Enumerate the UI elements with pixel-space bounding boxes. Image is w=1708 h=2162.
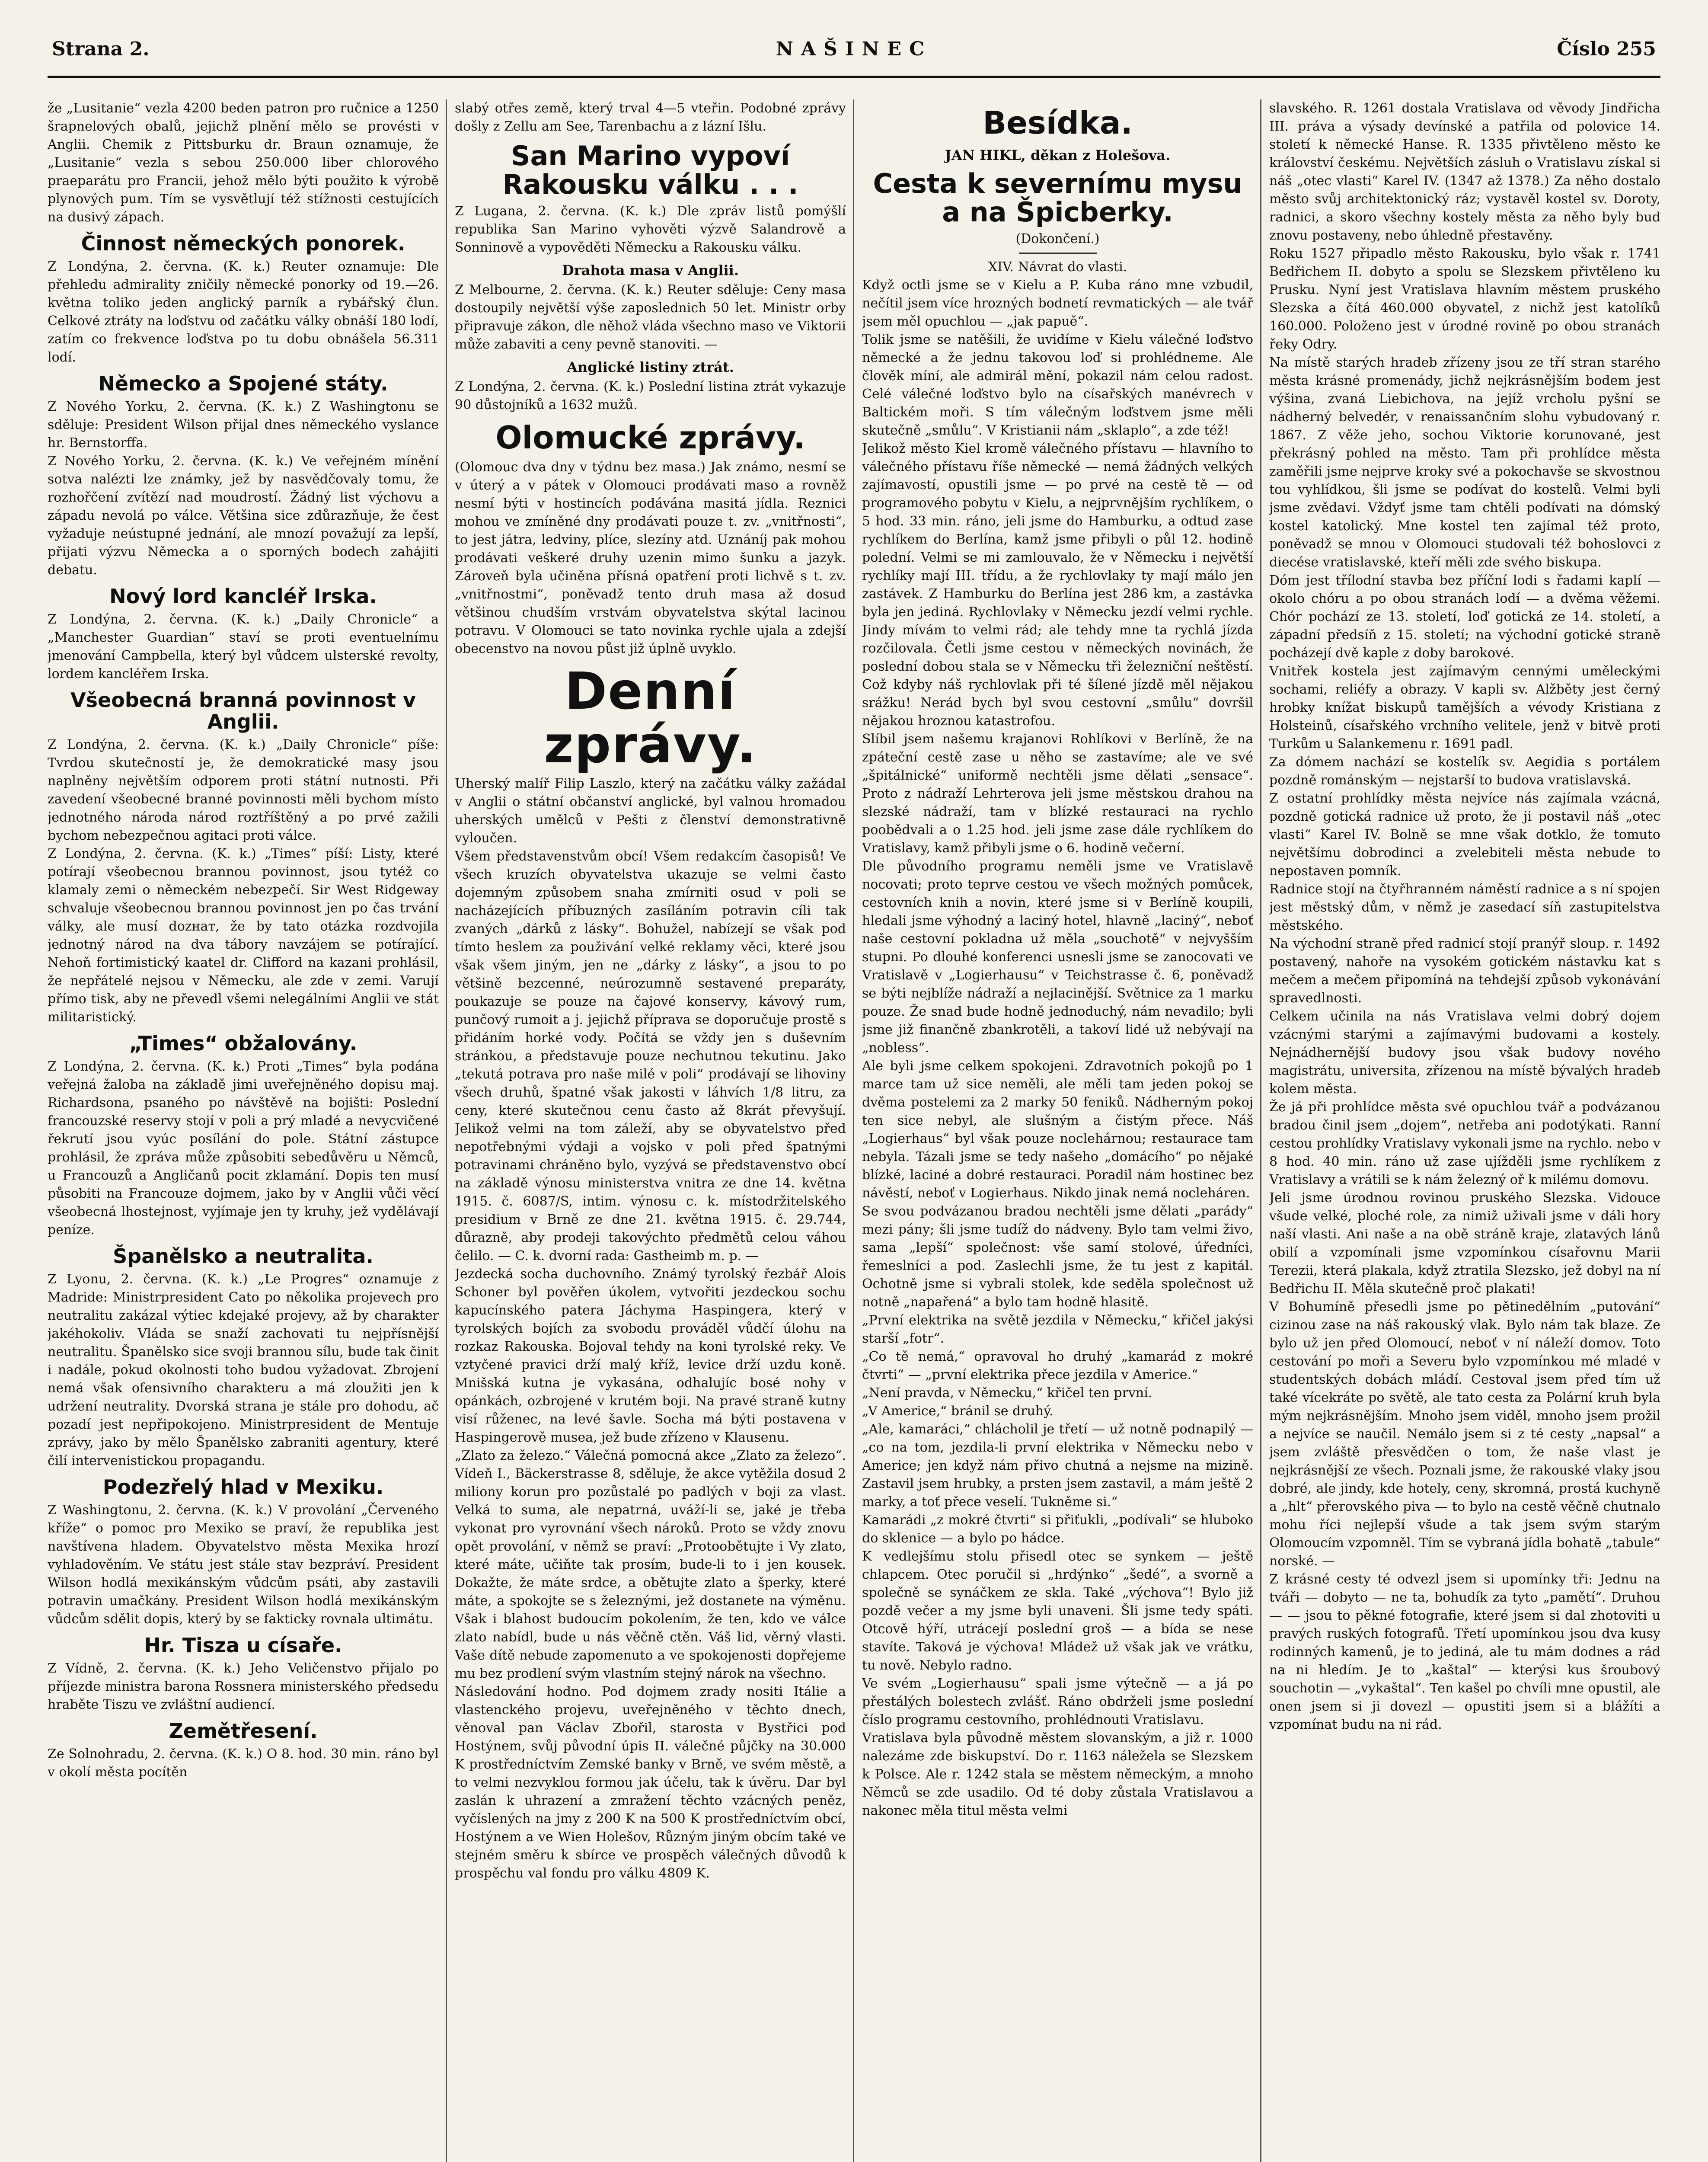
article-text: že „Lusitanie“ vezla 4200 beden patron pro ručnice a 1250 šrapnelových obalů, jejichž plnění mělo se provésti v Anglii. Chemik z Pittsburku dr. Braun oznamuje, že „Lusitanie“ vezla s sebou 250.000 liber chlorového praeparátu pro Francii, jehož mělo býti použito k výrobě plynových pum. Tím se vysvětlují též stížnosti cestujících na dusivý zápach. [48,101,439,225]
column-divider [1260,99,1261,2162]
article-text: Se svou podvázanou bradou nechtěli jsme dělati „parády“ mezi pány; šli jsme tudíž do nádveny. Bylo tam velmi živo, sama „lepší“ společnost: vše samí stolové, úředníci, řemeslníci a pod. Zaslechli jsme, že tu jest z kapitál. Ochotně jsme si vybrali stolek, kde seděla společnost už notně „napařená“ a bylo tam hodně hlasitě. [862,1204,1253,1310]
article-text: „Není pravda, v Německu,“ křičel ten první. [862,1385,1153,1401]
issue-number: Číslo 255 [1557,38,1656,60]
article-text: (Olomouc dva dny v týdnu bez masa.) Jak známo, nesmí se v úterý a v pátek v Olomouci prodávati maso a rovněž nesmí býti v hostincích podávána masitá jídla. Reznici mohou ve zmíněné dny prodávati pouze t. zv. „vnitřnosti“, to jest játra, ledviny, plíce, slezíny atd. Uznáníj pak mohou prodávati veškeré druhy uzenin mimo šunku a jazyk. Zároveň byla učiněna přísná opatření proti lichvě s t. zv. „vnitřnostmi“, poněvadž tento druh masa až dosud většinou chudším vrstvám obyvatelstva skýtal lacinou potravu. V Olomouci se tato novinka rychle ujala a zdejší obecenstvo na novou půst již úplně uvyklo. [455,460,846,656]
article-text: Všem představenstvům obcí! Všem redakcím časopisů! Ve všech kruzích obyvatelstva ukazuje se velmi často dojemným způsobem snaha zmírniti osud v poli se nacházejících příbuzných zasíláním potravin cíli tak zvaných „dárků z lásky“. Bohužel, nabízejí se však pod tímto heslem za použivání velké reklamy věci, které jsou však všem jiným, jen ne „dárky z lásky“, a jsou to po většině bezcenné, neúrozumně sestavené preparáty, poukazuje se pouze na čajové konservy, kávový rum, punčový rumoit a j. jejichž příprava se doporučuje prostě s přidáním horké vody. Počítá se vždy jen s duševním stránkou, a představuje pouze nechutnou tekutinu. Jako „tekutá potrava pro naše milé v poli“ prodávají se lihoviny všech druhů, špatné však jakosti v láhvích 1/8 litru, za ceny, které skutečnou cenu často až 8krát převyšují. Jelikož velmi na tom záleží, aby se obyvatelstvo před nepotřebnými výdaji a vojsko v poli před špatnými potravinami chráněno bylo, vyzývá se představenstvo obcí na základě výnosu ministerstva vnitra ze dne 14. května 1915. č. 6087/S, intim. výnosu c. k. místodržitelského presidium v Brně ze dne 21. května 1915. č. 29.744, důrazně, aby prodeji takovýchto předmětů celou váhou čelilo. — C. k. dvorní rada: Gastheimb m. p. — [455,849,846,1263]
article-text: Na východní straně před radnicí stojí pranýř sloup. r. 1492 postavený, nahoře na vysokém gotickém nástavku kat s mečem a mečem připomíná na tehdejší způsob vykonávání spravedlnosti. [1269,936,1660,1006]
section-headline: Denní zprávy. [544,661,757,774]
article-text: Z Londýna, 2. června. (K. k.) „Daily Chronicle“ a „Manchester Guardian“ staví se proti eventuelnímu jmenování Campbella, který byl vůdcem ulsterské revolty, lordem kancléřem Irska. [48,612,439,681]
article-text: Když octli jsme se v Kielu a P. Kuba ráno mne vzbudil, nečítil jsem více hrozných bodnetí revmatických — ale tvář jsem měl opuchlou — „jak papuě“. [862,278,1253,329]
article-text: Že já při prohlídce města své opuchlou tvář a podvázanou bradou činil jsem „dojem“, netřeba ani podotýkati. Ranní cestou prohlídky Vratislavy vykonali jsme na rychlo. nebo v 8 hod. 40 min. ráno už zase ujížděli jsme rychlíkem z Vratislavy a vrátili se k nám železný oř k milému domovu. [1269,1100,1660,1187]
article-text: Slíbil jsem našemu krajanovi Rohlíkovi v Berlíně, že na zpáteční cestě zase u něho se zastavíme; ale ve své „špitálnické“ uniformě nechtěli jsme dělati „sensace“. Proto z nádraží Lehrterova jeli jsme městskou drahou na slezské nádraží, tam v blízké restauraci na rychlo poobědvali a o 1.25 hod. jeli jsme zase dále rychlíkem do Vratislavy, kamž přibyli jsme o 6. hodině večerní. [862,732,1253,856]
article-text: „Ale, kamaráci,“ chlácholil je třetí — už notně podnapilý — „co na tom, jezdila-li první elektrika v Německu nebo v Americe; jen když nám přivo chutná a nejsme na mizině. Zastavil jsem hrubky, a prsten jsem zastavil, a mám ještě 2 marky, a toť přece veselí. Tukněme si.“ [862,1422,1253,1510]
article-text: Radnice stojí na čtyřhranném náměstí radnice a s ní spojen jest městský dům, v němž je zasedací síň zastupitelstva městského. [1269,882,1660,933]
article-text: Z krásné cesty té odvezl jsem si upomínky tři: Jednu na tváři — dobyto — ne ta, bohudík za tyto „pamětí“. Druhou — — jsou to pěkné fotografie, které jsem si dal zhotoviti u pravých ruských fotografů. Třetí upomínkou jsou dva kusy rodinných kamenů, je to jediná, ale tu mám dodnes a rád na ni hledím. Je to „kaštal“ — kterýsi kus šroubový souchotin — „vykaštal“. Ten kašel po chvíli mne opustil, ale onen jsem si ji dovezl — opustiti jsem si a blážíti a vzpomínat budu na ni rád. [1269,1572,1660,1732]
article-text: Následování hodno. Pod dojmem zrady nositi Itálie a vlastenckého projevu, uveřejněného v těchto dnech, věnoval pan Václav Zbořil, starosta v Bystřici pod Hostýnem, svůj původní úpis II. válečné půjčky na 30.000 K prostředníctvím Zemské banky v Brně, ve svém městě, a to velmi nezvyklou formou jak účelu, tak k úvěru. Dar byl zaslán k uhrazení a zmražení těchto vzácných peněz, vyčíslených na jmy z 200 K na 500 K prostředníctvím obcí, Hostýnem a ve Wien Holešov, Různým jiným obcím také ve stejném směru k sbírce ve prospěch válečných důvodů k prospěchu val fondu pro válku 4809 K. [455,1684,846,1881]
column-2 [455,99,846,2162]
chapter-title: XIV. Návrat do vlasti. [988,259,1127,275]
article-text: Jeli jsme úrodnou rovinou pruského Slezska. Vidouce všude velké, ploché role, za nimiž uživali jsme v dáli hory naší vlasti. Ani naše a na obě stráně kraje, zlatavých lánů obilí a vzpomínali jsme vzpomínkou císařovnu Marii Terezii, která plakala, když ztratila Slezsko, jež dobyl na ní Bedřichu II. Měla skutečně proč plakati! [1269,1190,1660,1296]
article-headline: Německo a Spojené státy. [98,372,388,395]
article-text: Jelikož město Kiel kromě válečného přístavu — hlavního to válečného přístavu říše německé — nemá žádných velkých zajímavostí, opustili jsme — po prvé na cestě tě — od programového pobytu v Kielu, a nejprvnějším rychlíkem, o 5 hod. 33 min. ráno, jeli jsme do Hamburku, a odtud zase rychlíkem do Berlína, kamž jsme přibyli o půl 12. hodině polední. Velmi se mi zamlouvalo, že v Německu i největší rychlíky mají III. třídu, a že rychlovlaky ty mají málo jen zastávek. Z Hamburku do Berlína jest 286 km, a zastávka byla jen jediná. Rychlovlaky v Německu jezdí velmi rychle. Jindy mívám to velmi rád; ale tehdy mne ta rychlá jízda rozčilovala. Četli jsme cestou v německých novinách, že poslední dobou stala se v Německu tři železniční neštěstí. Což kdyby náš rychlovlak při té šílené jízdě měl nějakou srážku! Nerád bych byl svou cestovní „smůlu“ dovršil nějakou hroznou katastrofou. [862,441,1253,729]
article-text: Z Washingtonu, 2. června. (K. k.) V provolání „Červeného kříže“ o pomoc pro Mexiko se praví, že republika jest navštívena hladem. Obyvatelstvo města Mexika hrozí vyhladověním. Ve státu jest stále stav bezpráví. President Wilson hodlá mexikánským vůdcům psáti, aby zastavili potravin umačkány. President Wilson hodlá mexikánským vůdcům sdělit dopis, který by se fakticky rovnala ultimátu. [48,1503,439,1627]
article-text: Z Londýna, 2. června. (K. k.) Reuter oznamuje: Dle přehledu admirality zničily německé ponorky od 19.—26. května toliko jeden anglický parník a rybářský člun. Celkové ztráty na loďstvu od začátku války obnáší 180 lodí, zatím co frekvence loďstva po tu dobu obnášela 56.311 lodí. [48,259,439,365]
article-headline: Všeobecná branná povinnost v Anglii. [70,688,416,733]
page-number: Strana 2. [52,38,150,60]
article-text: Z Melbourne, 2. června. (K. k.) Reuter sděluje: Ceny masa dostoupily největší výše zaposlednich 50 let. Ministr orby připravuje zákon, dle něhož vláda všechno maso ve Viktorii může zabaviti a ceny pevně stanoviti. — [455,282,846,352]
article-text: V Bohumíně přesedli jsme po pětinedělním „putování“ cizinou zase na náš rakouský vlak. Bylo nám tak blaze. Ze bylo už jen před Olomoucí, neboť v ní náleží domov. Toto cestování po moři a Severu bylo vzpomínkou mé mladé v studentských dobách mládí. Cestoval jsem před tím už také vícekráte po světě, ale tato cesta za Polární kruh byla mým nejkrásnějším. Mnoho jsem viděl, mnoho jsem prožil a nejvíce se naučil. Nemálo jsem si z té cesty „napsal“ a jsem zvláště přesvědčen o tom, že naše vlast je nejkrásnější ze všech. Poznali jsme, že rakouské vlaky jsou dobré, ale jindy, kde hotely, ceny, skromná, prostá kuchyně a „hlt“ přerovského piva — to bylo na cestě věčně chutnalo mohu říci nejlepší všude a tak jsem svým starým Olomoucím vzpomněl. Tím se vybraná jídla bohatě „tabule“ norské. — [1269,1299,1660,1569]
article-headline: Španělsko a neutralita. [113,1244,374,1268]
article-text: Z Londýna, 2. června. (K. k.) Proti „Times“ byla podána veřejná žaloba na základě jimi uveřejněného dopisu maj. Richardsona, psaného po návštěvě na bojišti: Poslední francouzské reservy stojí v poli a prý mladé a nevycvičené řekrutí jsou vyúc posílání do pole. Státní zástupce prohlásil, že zpráva může způsobiti sebedůvěru u Němců, u Francouzů a Angličanů pocit zklamání. Dopis ten musí působiti na Francouze dojmem, jako by v Anglii vůči věcí všeobecná lhostejnost, vyjímaje jen ty kruhy, jež vydělávají peníze. [48,1059,439,1238]
column-4 [1269,99,1660,2162]
article-headline: Podezřelý hlad v Mexiku. [102,1475,384,1499]
article-text: Roku 1527 připadlo město Rakousku, bylo však r. 1741 Bedřichem II. dobyto a spolu se Slezskem přivtěleno ku Prusku. Nyní jest Vratislava hlavním městem pruského Slezska a čítá 460.000 obyvatel, z nichž jest katolíků 160.000. Položeno jest v úrodné rovině po obou stranách řeky Odry. [1269,246,1660,352]
article-headline: Zemětřesení. [169,1719,318,1743]
newspaper-page [48,30,1660,2162]
article-headline: Cesta k severnímu mysu a na Špicberky. [873,168,1242,228]
article-text: Z Vídně, 2. června. (K. k.) Jeho Veličenstvo přijalo po příjezde ministra barona Rossnera ministerského předsedu hraběte Tiszu ve zvláštní audiencí. [48,1661,439,1712]
continuation-note: (Dokončení.) [1015,231,1100,246]
column-divider [853,99,854,2162]
article-text: „První elektrika na světě jezdila v Německu,“ křičel jakýsi starší „fotr“. [862,1313,1253,1346]
article-author: JAN HIKL, děkan z Holešova. [945,147,1171,163]
article-text: Celkem učinila na nás Vratislava velmi dobrý dojem vzácnými starými a zajímavými budovami a kostely. Nejnádhernější budovy jsou však budovy nového magistrátu, universita, zřízenou na místě bývalých hradeb kolem města. [1269,1009,1660,1097]
article-text: „V Americe,“ bránil se druhý. [862,1404,1054,1419]
article-text: Z ostatní prohlídky města nejvíce nás zajímala vzácná, pozdně gotická radnice už proto, že ji postavil náš „otec vlasti“ Karel IV. Bolně se mne však dotklo, že tomuto největšímu dobrodinci a zvelebiteli města nebude to nepostaven pomník. [1269,791,1660,879]
article-text: Kamarádi „z mokré čtvrti“ si přiťukli, „podívali“ se hluboko do sklenice — a bylo po hádce. [862,1513,1253,1546]
article-text: Vratislava byla původně městem slovanským, a již r. 1000 nalezáme zde biskupství. Do r. 1163 náležela se Slezskem k Polsce. Ale r. 1242 stala se městem německým, a mnoho Němců se zde usadilo. Od té doby zůstala Vratislavou a nakonec měla titul města velmi [862,1730,1253,1818]
masthead-title: NAŠINEC [776,38,932,60]
article-headline: Nový lord kancléř Irska. [109,585,377,608]
article-text: Vnitřek kostela jest zajímavým cennými uměleckými sochami, reliéfy a obrazy. V kapli sv. Alžběty jest černý hrobky knížat biskupů tamějších a vévody Kristiana z Holsteinů, císařského vrchního velitele, jenž v bitvě proti Turkům u Salankemenu r. 1691 padl. [1269,664,1660,752]
article-text: Z Lyonu, 2. června. (K. k.) „Le Progres“ oznamuje z Madride: Ministrpresident Cato po několika projevech pro neutralitu zakázal výtiec kdejaké projevy, až by charakter jakéhokoliv. Vláda se snaží zachovati tu nejpřísnější neutralitu. Španělsko sice svoji brannou sílu, bude tak činit i nadále, pokud okolnosti toho budou vyžadovat. Zbrojení nemá však ofensivního charakteru a má zloužiti jen k udržení neutrality. Dvorská strana je stále pro dohodu, ač pozadí jest nepřipokojeno. Ministrpresident de Mentuje zprávy, jako by mělo Španělsko zabraniti agentury, které čilí intervenistickou propagandu. [48,1272,439,1468]
article-text: Tolik jsme se natěšili, že uvidíme v Kielu válečné loďstvo německé a že jednu takovou loď si prohlédneme. Ale člověk míní, ale admirál mění, pokazil nám celou radost. Celé válečné loďstvo bylo na císařských manévrech v Baltickém moři. S tím válečným loďstvem jsme měli skutečně „smůlu“. V Kristianii nám „sklaplo“, a zde též! [862,332,1253,438]
article-text: slabý otřes země, který trval 4—5 vteřin. Podobné zprávy došly z Zellu am See, Tarenbachu a z lázní Išlu. [455,101,846,134]
article-text: Za dómem nachází se kostelík sv. Aegidia s portálem pozdně románským — nejstarší to budova vratislavská. [1269,755,1660,788]
article-text: „Zlato za železo.“ Válečná pomocná akce „Zlato za železo“. Vídeň I., Bäckerstrasse 8, sděluje, že akce vytěžila dosud 2 miliony korun pro pozůstalé po padlých v boji za vlast. Velká to suma, ale nepatrná, uváží-li se, jaké je třeba vykonat pro vyrovnání všech nároků. Proto se vždy znovu opět provolání, v němž se praví: „Protoobětujte i Vy zlato, které máte, učiňte tak prosím, bude-li to i jen kousek. Dokažte, že máte srdce, a obětujte zlato a šperky, které máte, a spokojte se s železnými, jež dostanete na výměnu. Však i blahost budoucím pokolením, že ten, kdo ve válce zlato nabídl, bude u nás věčně ctěn. Váš lid, věrný vlasti. Vaše dítě nebude zapomenuto a ve spokojenosti dopřejeme mu bez prodlení svým vlastním stejný nárok na všechno. [455,1448,846,1681]
column-3 [862,99,1253,2162]
article-text: Dle původního programu neměli jsme ve Vratislavě nocovati; proto teprve cestou ve všech možných pomůcek, cestovních knih a novin, které jsme si v Berlíně koupili, hledali jsme výhodný a laciný hotel, hlavně „laciný“, neboť naše cestovní pokladna už měla „souchotě“ v nejvyšším stupni. Po dlouhé konferenci usnesli jsme se zanocovati ve Vratislavě v „Logierhausu“ v Teichstrasse č. 6, poněvadž se býti nejblíže nádraží a nejlacinější. Světnice za 1 marku pouze. Že snad bude hodně jednoduchý, nám nevadilo; byli jsme již finančně zbankrotěli, a takoví lidé už nebývají na „nobless“. [862,859,1253,1055]
article-text: slavského. R. 1261 dostala Vratislava od věvody Jindřicha III. práva a výsady devínské a patřila od polovice 14. století k německé Hanse. R. 1335 přivtěleno město ke království českému. Největších zásluh o Vratislavu získal si náš „otec vlasti“ Karel IV. (1347 až 1378.) Za něho dostalo město svůj architektonický ráz; vystavěl kostel sv. Doroty, radnici, a skoro všechny kostely města za něho byly buď znovu postaveny, nebo úhledně přestavěny. [1269,101,1660,243]
article-text: Z Nového Yorku, 2. června. (K. k.) Ve veřejném mínění sotva nalézti lze známky, jež by nasvědčovaly tomu, že rozhořčení zvítězí nad moudrostí. Žádný list výchovu a západu nevolá po válce. Většina sice zdůrazňuje, že čest vyžaduje neústupné jednání, ale mnozí považují za lepší, přijati výzvu Německa a o sporných bodech zahájiti debatu. [48,454,439,578]
article-subheadline: Anglické listiny ztrát. [567,359,734,375]
article-text: Ze Solnohradu, 2. června. (K. k.) O 8. hod. 30 min. ráno byl v okolí města pocítěn [48,1746,439,1780]
article-text: K vedlejšímu stolu přisedl otec se synkem — ještě chlapcem. Otec poručil si „hrdýnko“ „šedé“, a svorně a společně se synáčkem ze skla. Také „výchova“! Bylo již pozdě večer a my jsme byli unaveni. Šli jsme tedy spáti. Otcově hýří, utrácejí poslední groš — a bída se nese stavíte. Taková je výchova! Mládež už však jak ve vrátku, tu nově. Nebylo radno. [862,1549,1253,1673]
article-text: Uherský malíř Filip Laszlo, který na začátku války zažádal v Anglii o státní občanství anglické, byl valnou hromadou uherských umělců v Pešti z členství demonstrativně vyloučen. [455,776,846,846]
article-text: Z Lugana, 2. června. (K. k.) Dle zpráv listů pomýšlí republika San Marino vyhověti výzvě Salandrově a Sonninově a vypověděti Německu a Rakousku válku. [455,204,846,255]
short-rule [1019,253,1097,254]
article-text: Na místě starých hradeb zřízeny jsou ze tří stran starého města krásné promenády, jichž nejkrásnějším bodem jest výšina, zvaná Liebichova, na jejíž vrcholu pyšní se nádherný belvedér, v renaissančním slohu vybudovaný r. 1867. Z věže jeho, sochou Viktorie korunované, jest překrásný pohled na město. Tam při prohlídce města zaměřili jsme nejprve kroky své a pokochavše se skvostnou tou vyhlídkou, šli jsme se podívat do kostelů. Velmi byli jsme zvědavi. Vždyť jsme tam chtěli podívati na dómský kostel katolický. Mne kostel ten zajímal též proto, poněvadž se mnou v Olomouci studovali též bohoslovci z diecése vratislavské, kteří měli zde svého biskupa. [1269,355,1660,570]
article-text: Dóm jest třílodní stavba bez příční lodi s řadami kaplí — okolo chóru a po obou stranách lodí — a dvěma věžemi. Chór pochází ze 13. století, loď gotická ze 14. století, a západní předsíň z 15. století; na východní gotické straně pocházejí dvě kaple z doby barokové. [1269,573,1660,661]
article-text: Z Londýna, 2. června. (K. k.) „Daily Chronicle“ píše: Tvrdou skutečností je, že demokratické masy jsou naplněny největším odporem proti státní nutnosti. Při zavedení všeobecné branné povinnosti měli bychom místo jednotného národa národ roztříštěný a po prvé zažili bychom nebezpečnou agitaci proti válce. [48,737,439,843]
column-divider [446,99,447,2162]
article-subheadline: Drahota masa v Anglii. [562,262,739,278]
column-1 [48,99,439,2162]
section-headline: Besídka. [983,105,1133,141]
section-headline: Olomucké zprávy. [495,419,805,456]
article-text: Ve svém „Logierhausu“ spali jsme výtečně — a já po přestálých bolestech zvlášť. Ráno obdrželi jsme poslední číslo programu cestovního, prohlédnouti Vratislavu. [862,1676,1253,1727]
running-head [48,30,1660,78]
article-headline: Hr. Tisza u císaře. [144,1634,342,1657]
article-text: Jezdecká socha duchovního. Známý tyrolský řezbář Alois Schoner byl pověřen úkolem, vytvořiti jezdeckou sochu kapucínského patera Jáchyma Haspingera, který v tyrolských bojích za svobodu prováděl vůdčí úlohu na rozkaz Rakouska. Bojoval tehdy na koni tyrolské reky. Ve vztyčené pravici drží malý kříž, levice drží uzdu koně. Mnišská kutna je vykasána, odhalujíc bosé nohy v opánkách, ozbrojené v krutém boji. Na pravé straně kutny visí růženec, na levé šavle. Socha má býti postavena v Haspingerově musea, jež bude zřízeno v Klausenu. [455,1266,846,1445]
article-text: „Co tě nemá,“ opravoval ho druhý „kamarád z mokré čtvrti“ — „první elektrika přece jezdila v Americe.“ [862,1349,1253,1382]
article-text: Z Londýna, 2. června. (K. k.) Poslední listina ztrát vykazuje 90 důstojníků a 1632 mužů. [455,379,846,413]
article-headline: San Marino vypoví Rakousku válku . . . [502,140,798,200]
article-text: Z Londýna, 2. června. (K. k.) „Times“ píší: Listy, které potírají všeobecnou brannou povinnost, jsou tytéž co klamaly zemi o německém nebezpečí. Sir West Ridgeway schvaluje všeobecnou brannou povinnost jen po čas trvání války, ale musí dozнат, že by tato otázka rozdvojila jednotný národ na dva tábory navzájem se potírající. Nehoň fortimistický kaatel dr. Clifford na kazani prohlásil, že nepřátelé nejsou v Německu, ale zde v zemi. Varují přímo tisk, aby ne převedl všemi nelegálními Anglii ve stát militaristický. [48,846,439,1025]
article-text: Ale byli jsme celkem spokojeni. Zdravotních pokojů po 1 marce tam už sice neměli, ale měli tam jeden pokoj se dvěma postelemi za 2 marky 50 feniků. Nádherným pokoj ten sice nebyl, ale slušným a čistým přece. Náš „Logierhaus“ byl však pouze noclehárnou; restaurace tam nebyla. Tázali jsme se tedy našeho „domácího“ po nějaké blízké, laciné a dobré restauraci. Poradil nám hostinec bez návěstí, neboť v Logierhaus. Nikdo jinak nemá nocleháren. [862,1059,1253,1201]
header-rule [48,76,1660,78]
article-text: Z Nového Yorku, 2. června. (K. k.) Z Washingtonu se sděluje: President Wilson přijal dnes německého vyslance hr. Bernstorffa. [48,399,439,451]
article-headline: „Times“ obžalovány. [129,1032,358,1055]
article-headline: Činnost německých ponorek. [81,232,405,255]
